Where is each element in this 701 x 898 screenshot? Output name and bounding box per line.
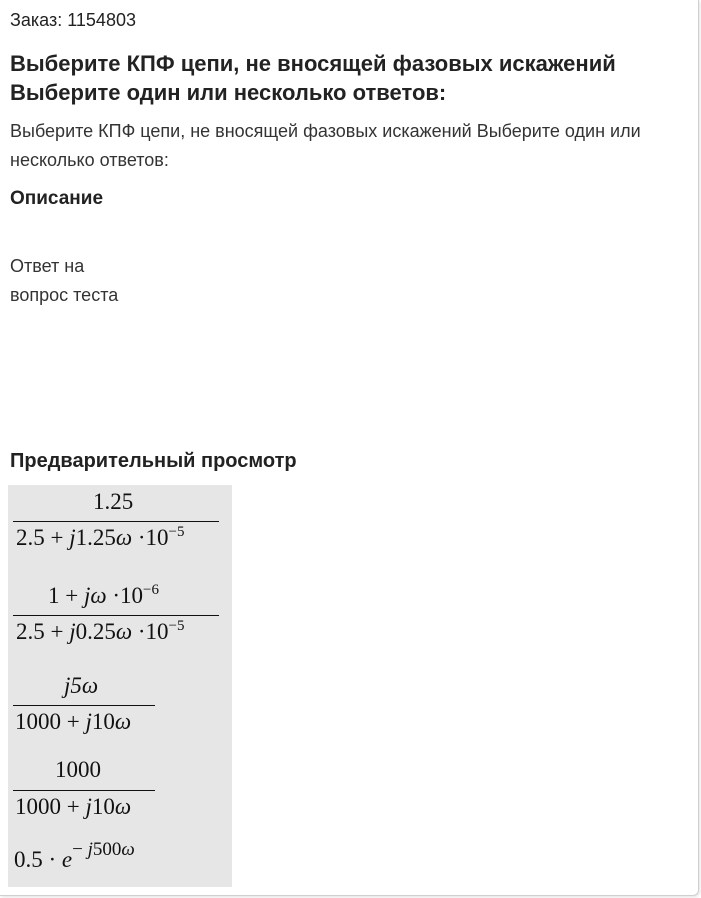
option4-numerator: 1000 (55, 757, 101, 782)
option2-numerator: $1 + j\omega \cdot 10^{-6}$ (48, 582, 160, 608)
order-label: Заказ: (10, 10, 63, 30)
preview-image (8, 485, 232, 887)
option4-fraction-bar (13, 790, 155, 791)
option1-numerator: 1.25 (93, 489, 134, 514)
order-number: 1154803 (67, 10, 136, 30)
question-text: Выберите КПФ цепи, не вносящей фазовых искажений Выберите один или несколько ответов: (10, 121, 641, 170)
option3-denominator: 1000 + j10ω (15, 709, 132, 734)
option4-denominator: 1000 + j10ω (15, 794, 132, 819)
description-line1: Ответ на (10, 256, 85, 276)
option2-fraction-bar (13, 615, 219, 616)
preview-heading: Предварительный просмотр (10, 450, 297, 472)
description-heading: Описание (10, 188, 104, 209)
option3-fraction-bar (13, 705, 155, 706)
option1-denominator: $2.5 + j1.25\omega \cdot 10^{-5}$ (16, 524, 185, 550)
description-line2: вопрос теста (10, 285, 119, 305)
answer-option-5: $0.5 \cdot e^{- j500\omega}$ (14, 839, 135, 872)
question-title (10, 49, 700, 107)
option3-numerator: j5ω (64, 673, 99, 698)
question-title-line2: Выберите один или несколько ответов: (10, 80, 447, 105)
description-body (10, 252, 118, 310)
question-title-line1: Выберите КПФ цепи, не вносящей фазовых искажений (10, 51, 616, 76)
option1-fraction-bar (13, 521, 219, 522)
option2-denominator: $2.5 + j0.25\omega \cdot 10^{-5}$ (16, 618, 185, 644)
order-id (10, 10, 136, 31)
